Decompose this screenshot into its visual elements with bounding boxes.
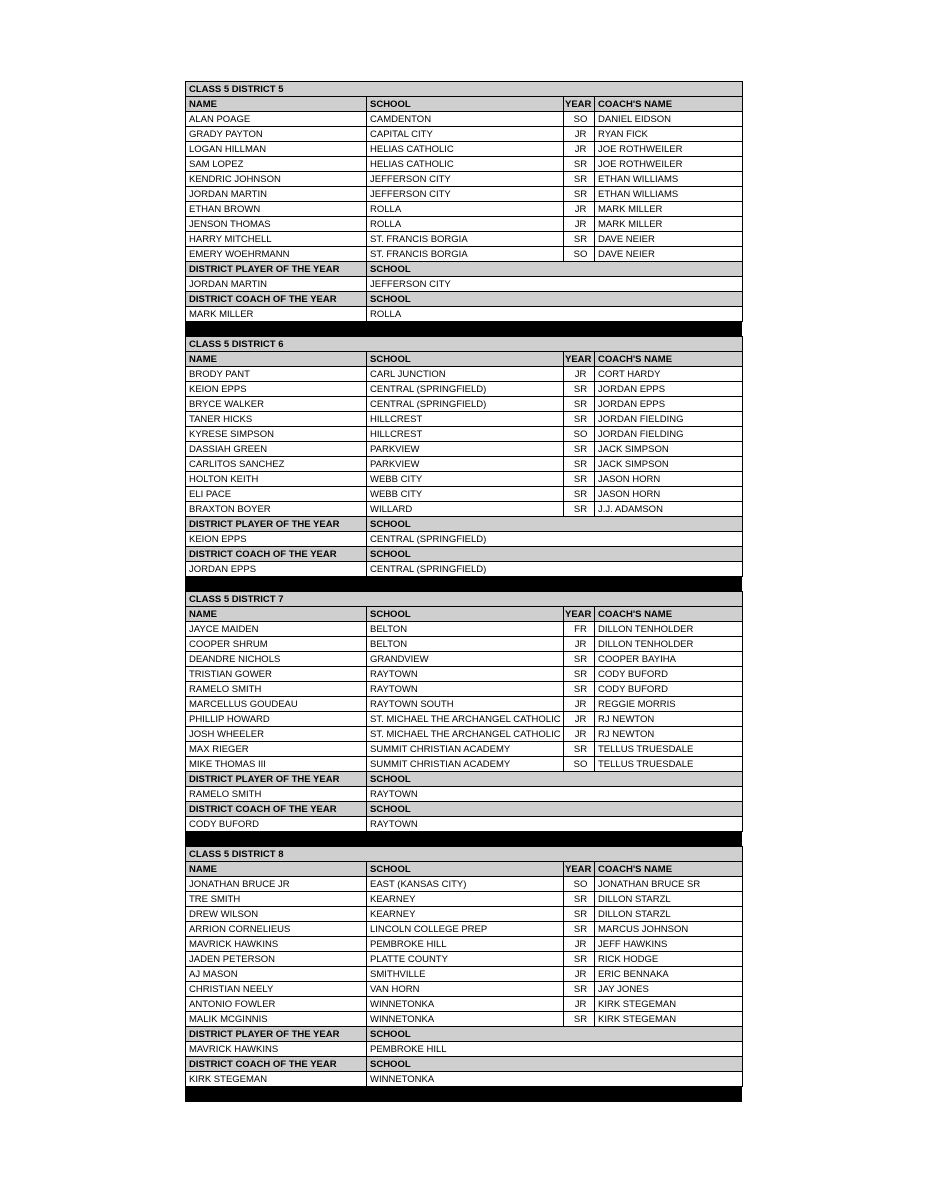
player-name: CHRISTIAN NEELY (186, 982, 367, 997)
school-header: SCHOOL (367, 607, 564, 622)
player-coach: JORDAN EPPS (595, 397, 743, 412)
column-header-row (186, 862, 743, 877)
coach-of-year-label: DISTRICT COACH OF THE YEAR (186, 292, 367, 307)
player-coach: DILLON TENHOLDER (595, 637, 743, 652)
player-row (186, 1012, 743, 1027)
coach-of-year-school: WINNETONKA (367, 1072, 743, 1087)
player-school: LINCOLN COLLEGE PREP (367, 922, 564, 937)
player-name: DREW WILSON (186, 907, 367, 922)
player-row (186, 952, 743, 967)
player-coach: JACK SIMPSON (595, 442, 743, 457)
player-row (186, 157, 743, 172)
player-school: ROLLA (367, 217, 564, 232)
player-year: SO (564, 757, 595, 772)
player-row (186, 922, 743, 937)
district-separator-bar (185, 577, 742, 592)
player-row (186, 667, 743, 682)
school-header: SCHOOL (367, 862, 564, 877)
player-year: SR (564, 442, 595, 457)
player-coach: JONATHAN BRUCE SR (595, 877, 743, 892)
district-title: CLASS 5 DISTRICT 8 (186, 847, 743, 862)
player-of-year-name: KEION EPPS (186, 532, 367, 547)
player-coach: ERIC BENNAKA (595, 967, 743, 982)
player-row (186, 172, 743, 187)
player-school: WEBB CITY (367, 472, 564, 487)
player-coach: RICK HODGE (595, 952, 743, 967)
coach-of-year-row (186, 307, 743, 322)
player-school: EAST (KANSAS CITY) (367, 877, 564, 892)
player-year: SR (564, 232, 595, 247)
player-coach: DILLON STARZL (595, 892, 743, 907)
player-name: RAMELO SMITH (186, 682, 367, 697)
player-coach: DAVE NEIER (595, 232, 743, 247)
school-header: SCHOOL (367, 97, 564, 112)
player-year: JR (564, 367, 595, 382)
player-school: SUMMIT CHRISTIAN ACADEMY (367, 757, 564, 772)
district-separator-bar (185, 832, 742, 847)
district-section (185, 81, 742, 337)
player-name: MAVRICK HAWKINS (186, 937, 367, 952)
player-year: JR (564, 727, 595, 742)
player-school: ST. MICHAEL THE ARCHANGEL CATHOLIC (367, 712, 564, 727)
column-header-row (186, 352, 743, 367)
district-title-row (186, 847, 743, 862)
player-coach: ETHAN WILLIAMS (595, 187, 743, 202)
player-row (186, 712, 743, 727)
player-coach: RJ NEWTON (595, 727, 743, 742)
player-coach: REGGIE MORRIS (595, 697, 743, 712)
player-row (186, 982, 743, 997)
player-year: SR (564, 187, 595, 202)
year-header: YEAR (564, 352, 595, 367)
player-coach: JAY JONES (595, 982, 743, 997)
player-year: SO (564, 877, 595, 892)
player-row (186, 382, 743, 397)
district-table (185, 846, 743, 1087)
player-row (186, 127, 743, 142)
player-coach: JASON HORN (595, 472, 743, 487)
coach-of-year-header-row (186, 802, 743, 817)
player-school: WEBB CITY (367, 487, 564, 502)
player-year: SR (564, 907, 595, 922)
name-header: NAME (186, 352, 367, 367)
player-name: DEANDRE NICHOLS (186, 652, 367, 667)
player-school: CENTRAL (SPRINGFIELD) (367, 397, 564, 412)
player-school: BELTON (367, 622, 564, 637)
player-of-year-row (186, 787, 743, 802)
coach-of-year-header-row (186, 547, 743, 562)
player-of-year-school-label: SCHOOL (367, 517, 743, 532)
player-school: KEARNEY (367, 892, 564, 907)
player-name: ETHAN BROWN (186, 202, 367, 217)
player-row (186, 907, 743, 922)
player-name: JOSH WHEELER (186, 727, 367, 742)
player-coach: JOE ROTHWEILER (595, 142, 743, 157)
player-name: ANTONIO FOWLER (186, 997, 367, 1012)
coach-of-year-label: DISTRICT COACH OF THE YEAR (186, 547, 367, 562)
player-row (186, 217, 743, 232)
player-coach: TELLUS TRUESDALE (595, 757, 743, 772)
player-school: RAYTOWN (367, 682, 564, 697)
player-school: SUMMIT CHRISTIAN ACADEMY (367, 742, 564, 757)
player-name: KENDRIC JOHNSON (186, 172, 367, 187)
district-separator-bar (185, 322, 742, 337)
player-school: JEFFERSON CITY (367, 187, 564, 202)
district-table (185, 336, 743, 577)
player-coach: JORDAN EPPS (595, 382, 743, 397)
player-coach: DILLON TENHOLDER (595, 622, 743, 637)
player-school: JEFFERSON CITY (367, 172, 564, 187)
player-row (186, 472, 743, 487)
player-coach: RYAN FICK (595, 127, 743, 142)
player-school: PARKVIEW (367, 457, 564, 472)
player-year: SR (564, 952, 595, 967)
player-year: SR (564, 397, 595, 412)
player-row (186, 892, 743, 907)
player-row (186, 877, 743, 892)
player-coach: J.J. ADAMSON (595, 502, 743, 517)
player-school: PLATTE COUNTY (367, 952, 564, 967)
player-row (186, 757, 743, 772)
player-coach: ETHAN WILLIAMS (595, 172, 743, 187)
player-coach: JORDAN FIELDING (595, 427, 743, 442)
player-year: SR (564, 487, 595, 502)
player-row (186, 937, 743, 952)
player-year: JR (564, 712, 595, 727)
coach-of-year-school: RAYTOWN (367, 817, 743, 832)
player-of-year-header-row (186, 1027, 743, 1042)
player-name: PHILLIP HOWARD (186, 712, 367, 727)
player-name: HOLTON KEITH (186, 472, 367, 487)
player-year: SO (564, 247, 595, 262)
player-coach: JACK SIMPSON (595, 457, 743, 472)
player-school: HILLCREST (367, 412, 564, 427)
coach-header: COACH'S NAME (595, 97, 743, 112)
player-year: JR (564, 997, 595, 1012)
player-of-year-name: MAVRICK HAWKINS (186, 1042, 367, 1057)
player-year: SR (564, 472, 595, 487)
player-year: JR (564, 697, 595, 712)
player-row (186, 112, 743, 127)
player-year: SR (564, 652, 595, 667)
coach-of-year-name: JORDAN EPPS (186, 562, 367, 577)
player-name: MALIK MCGINNIS (186, 1012, 367, 1027)
player-of-year-school: JEFFERSON CITY (367, 277, 743, 292)
player-row (186, 247, 743, 262)
year-header: YEAR (564, 862, 595, 877)
player-year: JR (564, 142, 595, 157)
player-coach: JEFF HAWKINS (595, 937, 743, 952)
player-year: JR (564, 637, 595, 652)
player-name: ELI PACE (186, 487, 367, 502)
coach-of-year-name: MARK MILLER (186, 307, 367, 322)
player-coach: RJ NEWTON (595, 712, 743, 727)
player-of-year-header-row (186, 517, 743, 532)
coach-of-year-school: CENTRAL (SPRINGFIELD) (367, 562, 743, 577)
player-row (186, 682, 743, 697)
coach-of-year-header-row (186, 1057, 743, 1072)
player-year: SR (564, 157, 595, 172)
district-title: CLASS 5 DISTRICT 5 (186, 82, 743, 97)
player-coach: TELLUS TRUESDALE (595, 742, 743, 757)
player-year: SR (564, 1012, 595, 1027)
player-of-year-name: RAMELO SMITH (186, 787, 367, 802)
column-header-row (186, 607, 743, 622)
player-name: CARLITOS SANCHEZ (186, 457, 367, 472)
player-coach: KIRK STEGEMAN (595, 1012, 743, 1027)
player-row (186, 202, 743, 217)
year-header: YEAR (564, 97, 595, 112)
player-coach: MARCUS JOHNSON (595, 922, 743, 937)
coach-of-year-row (186, 562, 743, 577)
player-name: BRAXTON BOYER (186, 502, 367, 517)
coach-of-year-row (186, 817, 743, 832)
player-coach: DANIEL EIDSON (595, 112, 743, 127)
player-year: SR (564, 172, 595, 187)
district-separator-bar (185, 1087, 742, 1102)
player-row (186, 727, 743, 742)
year-header: YEAR (564, 607, 595, 622)
player-school: HILLCREST (367, 427, 564, 442)
player-name: COOPER SHRUM (186, 637, 367, 652)
player-row (186, 637, 743, 652)
player-year: SR (564, 457, 595, 472)
player-of-year-label: DISTRICT PLAYER OF THE YEAR (186, 517, 367, 532)
player-of-year-label: DISTRICT PLAYER OF THE YEAR (186, 1027, 367, 1042)
player-year: SR (564, 412, 595, 427)
player-year: SO (564, 427, 595, 442)
player-row (186, 232, 743, 247)
player-name: MARCELLUS GOUDEAU (186, 697, 367, 712)
player-year: JR (564, 217, 595, 232)
player-of-year-label: DISTRICT PLAYER OF THE YEAR (186, 262, 367, 277)
player-coach: JASON HORN (595, 487, 743, 502)
player-row (186, 397, 743, 412)
player-year: SR (564, 667, 595, 682)
coach-of-year-header-row (186, 292, 743, 307)
district-section (185, 846, 742, 1102)
district-title-row (186, 82, 743, 97)
player-row (186, 142, 743, 157)
player-name: TRISTIAN GOWER (186, 667, 367, 682)
player-year: JR (564, 967, 595, 982)
player-name: AJ MASON (186, 967, 367, 982)
player-of-year-school-label: SCHOOL (367, 262, 743, 277)
player-row (186, 367, 743, 382)
player-row (186, 622, 743, 637)
player-coach: CODY BUFORD (595, 667, 743, 682)
district-title-row (186, 337, 743, 352)
player-name: JAYCE MAIDEN (186, 622, 367, 637)
player-name: MIKE THOMAS III (186, 757, 367, 772)
player-name: LOGAN HILLMAN (186, 142, 367, 157)
district-title-row (186, 592, 743, 607)
player-of-year-school-label: SCHOOL (367, 1027, 743, 1042)
coach-of-year-school-label: SCHOOL (367, 547, 743, 562)
player-row (186, 502, 743, 517)
player-coach: CODY BUFORD (595, 682, 743, 697)
player-row (186, 967, 743, 982)
coach-header: COACH'S NAME (595, 352, 743, 367)
district-table (185, 81, 743, 322)
player-name: BRYCE WALKER (186, 397, 367, 412)
player-of-year-row (186, 1042, 743, 1057)
player-of-year-header-row (186, 772, 743, 787)
player-name: TANER HICKS (186, 412, 367, 427)
player-row (186, 997, 743, 1012)
player-school: WINNETONKA (367, 997, 564, 1012)
player-coach: KIRK STEGEMAN (595, 997, 743, 1012)
player-of-year-row (186, 277, 743, 292)
player-row (186, 412, 743, 427)
player-year: SR (564, 742, 595, 757)
player-school: BELTON (367, 637, 564, 652)
player-name: DASSIAH GREEN (186, 442, 367, 457)
player-coach: JORDAN FIELDING (595, 412, 743, 427)
player-year: SR (564, 892, 595, 907)
player-row (186, 427, 743, 442)
player-name: EMERY WOEHRMANN (186, 247, 367, 262)
coach-of-year-label: DISTRICT COACH OF THE YEAR (186, 802, 367, 817)
player-coach: MARK MILLER (595, 202, 743, 217)
player-school: ST. FRANCIS BORGIA (367, 232, 564, 247)
player-coach: JOE ROTHWEILER (595, 157, 743, 172)
player-name: BRODY PANT (186, 367, 367, 382)
player-row (186, 457, 743, 472)
player-name: MAX RIEGER (186, 742, 367, 757)
player-school: ST. FRANCIS BORGIA (367, 247, 564, 262)
coach-header: COACH'S NAME (595, 607, 743, 622)
player-year: SR (564, 982, 595, 997)
player-school: PARKVIEW (367, 442, 564, 457)
player-year: JR (564, 127, 595, 142)
player-school: CARL JUNCTION (367, 367, 564, 382)
coach-of-year-label: DISTRICT COACH OF THE YEAR (186, 1057, 367, 1072)
player-row (186, 187, 743, 202)
player-name: ARRION CORNELIEUS (186, 922, 367, 937)
player-coach: DILLON STARZL (595, 907, 743, 922)
district-title: CLASS 5 DISTRICT 6 (186, 337, 743, 352)
player-school: KEARNEY (367, 907, 564, 922)
district-table (185, 591, 743, 832)
player-school: WILLARD (367, 502, 564, 517)
player-of-year-school: PEMBROKE HILL (367, 1042, 743, 1057)
district-section (185, 591, 742, 847)
player-name: JORDAN MARTIN (186, 187, 367, 202)
player-school: ST. MICHAEL THE ARCHANGEL CATHOLIC (367, 727, 564, 742)
player-year: SR (564, 502, 595, 517)
coach-of-year-name: KIRK STEGEMAN (186, 1072, 367, 1087)
player-name: JADEN PETERSON (186, 952, 367, 967)
player-school: HELIAS CATHOLIC (367, 157, 564, 172)
player-of-year-school: CENTRAL (SPRINGFIELD) (367, 532, 743, 547)
coach-of-year-row (186, 1072, 743, 1087)
coach-of-year-school-label: SCHOOL (367, 802, 743, 817)
district-section (185, 336, 742, 592)
player-of-year-school-label: SCHOOL (367, 772, 743, 787)
player-school: RAYTOWN (367, 667, 564, 682)
player-name: SAM LOPEZ (186, 157, 367, 172)
player-year: SR (564, 682, 595, 697)
player-of-year-row (186, 532, 743, 547)
player-name: JENSON THOMAS (186, 217, 367, 232)
player-row (186, 697, 743, 712)
name-header: NAME (186, 607, 367, 622)
player-name: HARRY MITCHELL (186, 232, 367, 247)
coach-of-year-school-label: SCHOOL (367, 292, 743, 307)
player-coach: MARK MILLER (595, 217, 743, 232)
player-school: CENTRAL (SPRINGFIELD) (367, 382, 564, 397)
player-school: PEMBROKE HILL (367, 937, 564, 952)
player-school: HELIAS CATHOLIC (367, 142, 564, 157)
player-school: VAN HORN (367, 982, 564, 997)
player-row (186, 742, 743, 757)
player-of-year-school: RAYTOWN (367, 787, 743, 802)
name-header: NAME (186, 97, 367, 112)
player-name: ALAN POAGE (186, 112, 367, 127)
player-year: JR (564, 202, 595, 217)
player-coach: CORT HARDY (595, 367, 743, 382)
player-year: SO (564, 112, 595, 127)
all-district-sheet (185, 81, 742, 1102)
player-school: SMITHVILLE (367, 967, 564, 982)
player-coach: COOPER BAYIHA (595, 652, 743, 667)
coach-of-year-school: ROLLA (367, 307, 743, 322)
player-name: KEION EPPS (186, 382, 367, 397)
player-school: WINNETONKA (367, 1012, 564, 1027)
player-name: KYRESE SIMPSON (186, 427, 367, 442)
player-name: JONATHAN BRUCE JR (186, 877, 367, 892)
player-school: RAYTOWN SOUTH (367, 697, 564, 712)
player-name: GRADY PAYTON (186, 127, 367, 142)
player-year: SR (564, 922, 595, 937)
player-school: CAMDENTON (367, 112, 564, 127)
player-year: JR (564, 937, 595, 952)
coach-header: COACH'S NAME (595, 862, 743, 877)
player-row (186, 442, 743, 457)
player-school: ROLLA (367, 202, 564, 217)
player-row (186, 652, 743, 667)
coach-of-year-school-label: SCHOOL (367, 1057, 743, 1072)
player-school: GRANDVIEW (367, 652, 564, 667)
player-name: TRE SMITH (186, 892, 367, 907)
school-header: SCHOOL (367, 352, 564, 367)
coach-of-year-name: CODY BUFORD (186, 817, 367, 832)
district-title: CLASS 5 DISTRICT 7 (186, 592, 743, 607)
player-school: CAPITAL CITY (367, 127, 564, 142)
player-row (186, 487, 743, 502)
name-header: NAME (186, 862, 367, 877)
player-coach: DAVE NEIER (595, 247, 743, 262)
player-year: FR (564, 622, 595, 637)
player-year: SR (564, 382, 595, 397)
column-header-row (186, 97, 743, 112)
player-of-year-label: DISTRICT PLAYER OF THE YEAR (186, 772, 367, 787)
player-of-year-header-row (186, 262, 743, 277)
player-of-year-name: JORDAN MARTIN (186, 277, 367, 292)
